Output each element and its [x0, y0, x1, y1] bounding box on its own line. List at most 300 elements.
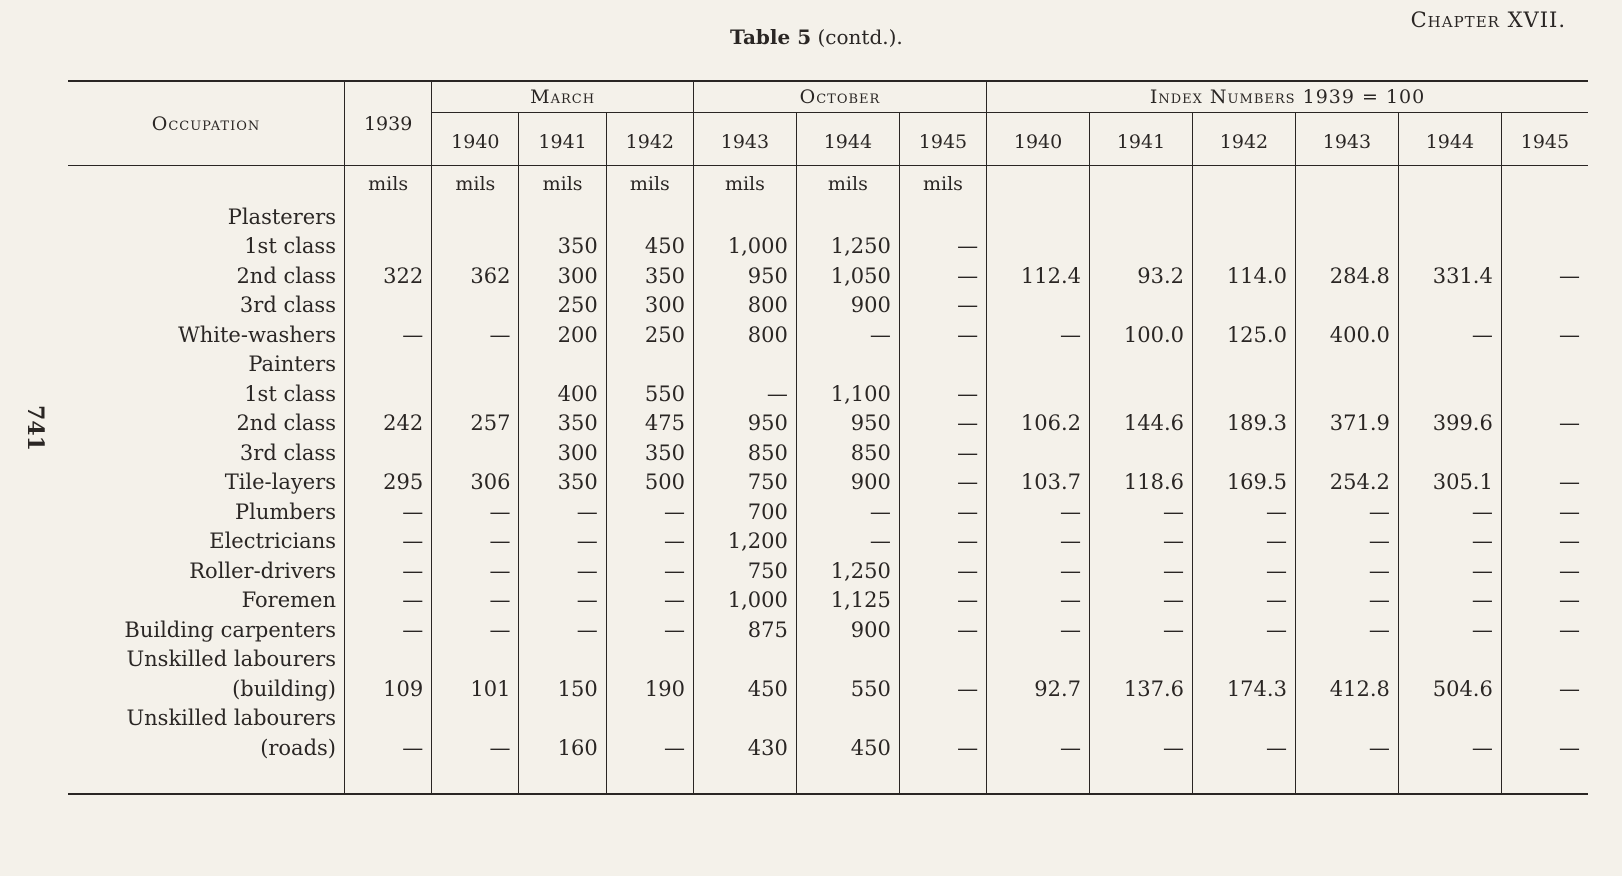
unit-cell: mils: [432, 166, 519, 203]
table-cell: [1501, 232, 1588, 262]
table-cell: [1090, 291, 1193, 321]
table-row: [68, 202, 1588, 232]
unit-cell: mils: [345, 166, 432, 203]
table-cell: [796, 704, 899, 734]
table-cell: —: [432, 615, 519, 645]
table-cell: —: [432, 320, 519, 350]
table-cell: 950: [693, 409, 796, 439]
table-cell: 174.3: [1192, 674, 1295, 704]
table-cell: —: [899, 733, 986, 794]
table-cell: [1501, 202, 1588, 232]
index-year-header: 1945: [1501, 113, 1588, 166]
table-cell: 950: [693, 261, 796, 291]
table-cell: 350: [606, 438, 693, 468]
index-numbers-header: Index Numbers 1939 = 100: [987, 81, 1588, 113]
table-cell: —: [1192, 586, 1295, 616]
index-year-header: 1944: [1398, 113, 1501, 166]
table-cell: 1,200: [693, 527, 796, 557]
table-cell: 103.7: [987, 468, 1090, 498]
table-cell: —: [1501, 556, 1588, 586]
table-cell: 190: [606, 674, 693, 704]
table-cell: 112.4: [987, 261, 1090, 291]
table-cell: —: [1090, 556, 1193, 586]
table-cell: —: [519, 556, 606, 586]
occupation-label: Electricians: [209, 529, 336, 554]
table-cell: [519, 350, 606, 380]
chapter-heading: Chapter XVII.: [1410, 8, 1566, 32]
march-year-header: 1942: [606, 113, 693, 166]
table-cell: —: [519, 497, 606, 527]
table-cell: 306: [432, 468, 519, 498]
table-cell: [987, 350, 1090, 380]
table-cell: —: [1501, 497, 1588, 527]
table-row: [68, 615, 1588, 645]
table-cell: 400: [519, 379, 606, 409]
table-cell: —: [1398, 527, 1501, 557]
unit-cell-empty: [1090, 166, 1193, 203]
table-cell: —: [987, 527, 1090, 557]
table-cell: 1,000: [693, 232, 796, 262]
table-cell: 150: [519, 674, 606, 704]
table-cell: —: [1090, 615, 1193, 645]
table-cell: —: [899, 409, 986, 439]
page-number: 741: [21, 405, 48, 451]
table-cell: 850: [693, 438, 796, 468]
table-cell: 300: [519, 261, 606, 291]
table-cell: —: [1501, 674, 1588, 704]
table-cell: 169.5: [1192, 468, 1295, 498]
table-cell: —: [1192, 733, 1295, 794]
table-cell: 875: [693, 615, 796, 645]
occupation-label: Foremen: [241, 588, 336, 613]
table-row: [68, 674, 1588, 704]
table-cell: —: [1398, 615, 1501, 645]
table-cell: —: [899, 615, 986, 645]
table-cell: [432, 291, 519, 321]
table-cell: [1090, 350, 1193, 380]
table-cell: [693, 202, 796, 232]
table-cell: [1192, 232, 1295, 262]
table-cell: —: [345, 586, 432, 616]
table-cell: [432, 438, 519, 468]
table-row: [68, 438, 1588, 468]
table-cell: 504.6: [1398, 674, 1501, 704]
occupation-label: Unskilled labourers: [126, 647, 336, 672]
occupation-label: (building): [232, 676, 336, 701]
table-cell: —: [987, 497, 1090, 527]
table-cell: [1501, 379, 1588, 409]
table-row: [68, 409, 1588, 439]
occupation-label: Tile-layers: [224, 470, 336, 495]
table-cell: 93.2: [1090, 261, 1193, 291]
table-cell: —: [899, 291, 986, 321]
table-cell: [432, 232, 519, 262]
table-cell: 550: [796, 674, 899, 704]
table-cell: [519, 202, 606, 232]
table-cell: —: [606, 497, 693, 527]
table-cell: [1398, 232, 1501, 262]
occupation-label: Roller-drivers: [189, 558, 336, 583]
table-cell: —: [899, 438, 986, 468]
occupation-header: Occupation: [68, 81, 345, 166]
table-cell: —: [606, 556, 693, 586]
table-cell: 101: [432, 674, 519, 704]
table-cell: —: [899, 497, 986, 527]
table-cell: 900: [796, 468, 899, 498]
table-cell: [899, 645, 986, 675]
occupation-label: 1st class: [244, 381, 336, 406]
table-cell: [1295, 438, 1398, 468]
table-cell: —: [345, 615, 432, 645]
table-row: [68, 232, 1588, 262]
table-cell: —: [345, 497, 432, 527]
table-cell: —: [1398, 497, 1501, 527]
table-row: [68, 261, 1588, 291]
index-year-header: 1943: [1295, 113, 1398, 166]
occupation-label: 1st class: [244, 234, 336, 259]
table-cell: —: [432, 497, 519, 527]
table-cell: —: [432, 733, 519, 794]
table-cell: [987, 704, 1090, 734]
table-cell: [1192, 350, 1295, 380]
march-header: March: [432, 81, 694, 113]
table-cell: 1,125: [796, 586, 899, 616]
table-cell: [345, 704, 432, 734]
unit-cell: mils: [693, 166, 796, 203]
year-1939-header: 1939: [345, 81, 432, 166]
table-cell: 114.0: [1192, 261, 1295, 291]
table-cell: [693, 645, 796, 675]
table-cell: 250: [606, 320, 693, 350]
table-cell: —: [432, 586, 519, 616]
table-cell: 750: [693, 556, 796, 586]
table-cell: [987, 232, 1090, 262]
table-cell: 189.3: [1192, 409, 1295, 439]
table-cell: —: [1295, 586, 1398, 616]
table-row: [68, 645, 1588, 675]
table-cell: —: [899, 320, 986, 350]
table-cell: [1090, 232, 1193, 262]
table-cell: —: [1295, 556, 1398, 586]
table-cell: —: [606, 615, 693, 645]
table-cell: 450: [606, 232, 693, 262]
table-cell: 450: [796, 733, 899, 794]
table-row: [68, 497, 1588, 527]
table-cell: 700: [693, 497, 796, 527]
table-cell: —: [606, 586, 693, 616]
table-cell: [1192, 645, 1295, 675]
occupation-label: Painters: [248, 352, 336, 377]
unit-cell-empty: [1295, 166, 1398, 203]
table-cell: —: [1090, 733, 1193, 794]
table-cell: [432, 202, 519, 232]
table-cell: [1295, 202, 1398, 232]
table-cell: 400.0: [1295, 320, 1398, 350]
table-cell: [1398, 645, 1501, 675]
table-cell: [345, 202, 432, 232]
table-cell: [345, 379, 432, 409]
table-cell: [1295, 232, 1398, 262]
table-cell: —: [1501, 615, 1588, 645]
table-cell: 137.6: [1090, 674, 1193, 704]
table-cell: [1398, 704, 1501, 734]
occupation-label: 2nd class: [236, 411, 336, 436]
table-cell: [345, 350, 432, 380]
table-cell: —: [1501, 733, 1588, 794]
wages-table: [68, 80, 1588, 795]
unit-cell-empty: [987, 166, 1090, 203]
table-title-suffix: (contd.).: [811, 25, 903, 49]
table-cell: 800: [693, 291, 796, 321]
table-cell: —: [987, 586, 1090, 616]
table-row: [68, 704, 1588, 734]
table-cell: [345, 291, 432, 321]
table-cell: [899, 350, 986, 380]
table-number: Table 5: [730, 25, 812, 49]
table-cell: [1501, 438, 1588, 468]
table-cell: [1090, 704, 1193, 734]
table-cell: —: [1295, 497, 1398, 527]
occupation-label: (roads): [68, 733, 345, 794]
table-cell: 118.6: [1090, 468, 1193, 498]
table-cell: —: [1501, 527, 1588, 557]
table-cell: [345, 232, 432, 262]
table-cell: 300: [519, 438, 606, 468]
occupation-label: 3rd class: [239, 440, 336, 465]
table-cell: 350: [519, 232, 606, 262]
unit-cell-empty: [1398, 166, 1501, 203]
table-cell: —: [345, 733, 432, 794]
table-cell: —: [345, 320, 432, 350]
table-cell: —: [519, 527, 606, 557]
table-cell: [1192, 438, 1295, 468]
october-year-header: 1944: [796, 113, 899, 166]
table-cell: 1,100: [796, 379, 899, 409]
table-cell: [1090, 438, 1193, 468]
table-cell: —: [1192, 497, 1295, 527]
table-cell: 475: [606, 409, 693, 439]
table-cell: [432, 379, 519, 409]
table-cell: 430: [693, 733, 796, 794]
table-cell: [432, 704, 519, 734]
table-cell: [1192, 291, 1295, 321]
table-row: [68, 320, 1588, 350]
table-cell: [606, 645, 693, 675]
index-year-header: 1941: [1090, 113, 1193, 166]
occupation-label: Unskilled labourers: [126, 706, 336, 731]
table-cell: [1398, 350, 1501, 380]
table-cell: —: [899, 586, 986, 616]
table-cell: —: [796, 320, 899, 350]
unit-cell: mils: [606, 166, 693, 203]
table-cell: —: [345, 527, 432, 557]
table-cell: —: [1295, 733, 1398, 794]
table-cell: —: [899, 556, 986, 586]
table-cell: [345, 438, 432, 468]
table-cell: [432, 645, 519, 675]
table-cell: —: [899, 674, 986, 704]
table-cell: [432, 350, 519, 380]
table-cell: [693, 704, 796, 734]
table-title: [730, 25, 903, 49]
occupation-label: Plumbers: [235, 499, 336, 524]
table-cell: —: [1398, 320, 1501, 350]
table-cell: [1295, 379, 1398, 409]
table-cell: [519, 645, 606, 675]
table-cell: [796, 202, 899, 232]
table-cell: 257: [432, 409, 519, 439]
table-cell: [1090, 202, 1193, 232]
table-cell: [1192, 704, 1295, 734]
table-cell: —: [1192, 527, 1295, 557]
table-cell: —: [1501, 409, 1588, 439]
unit-cell: mils: [519, 166, 606, 203]
table-cell: 550: [606, 379, 693, 409]
table-cell: 242: [345, 409, 432, 439]
table-row: [68, 556, 1588, 586]
march-year-header: 1941: [519, 113, 606, 166]
table-cell: —: [899, 468, 986, 498]
table-cell: [1295, 704, 1398, 734]
unit-cell-empty: [1192, 166, 1295, 203]
table-cell: 100.0: [1090, 320, 1193, 350]
table-cell: —: [987, 733, 1090, 794]
table-cell: 250: [519, 291, 606, 321]
table-cell: 950: [796, 409, 899, 439]
table-cell: —: [1192, 556, 1295, 586]
table-cell: 362: [432, 261, 519, 291]
table-cell: [1398, 438, 1501, 468]
table-cell: 92.7: [987, 674, 1090, 704]
table-cell: —: [987, 556, 1090, 586]
table-cell: —: [1398, 733, 1501, 794]
table-cell: [606, 704, 693, 734]
table-cell: —: [1398, 586, 1501, 616]
table-cell: 305.1: [1398, 468, 1501, 498]
table-cell: [1398, 202, 1501, 232]
table-cell: 160: [519, 733, 606, 794]
table-cell: [693, 350, 796, 380]
october-year-header: 1943: [693, 113, 796, 166]
table-cell: —: [987, 320, 1090, 350]
october-year-header: 1945: [899, 113, 986, 166]
table-cell: [899, 202, 986, 232]
table-cell: [1295, 350, 1398, 380]
table-cell: 412.8: [1295, 674, 1398, 704]
table-cell: —: [519, 586, 606, 616]
table-cell: 900: [796, 615, 899, 645]
table-cell: 1,250: [796, 556, 899, 586]
table-cell: 125.0: [1192, 320, 1295, 350]
table-cell: —: [1501, 320, 1588, 350]
table-cell: —: [1090, 497, 1193, 527]
table-cell: —: [796, 527, 899, 557]
occupation-label: Plasterers: [227, 204, 336, 229]
occupation-label: 3rd class: [239, 293, 336, 318]
table-cell: [1295, 645, 1398, 675]
table-cell: [987, 291, 1090, 321]
table-cell: —: [899, 232, 986, 262]
table-cell: [606, 350, 693, 380]
index-year-header: 1940: [987, 113, 1090, 166]
table-row: [68, 733, 1588, 794]
table-cell: 900: [796, 291, 899, 321]
table-row: [68, 527, 1588, 557]
table-cell: 450: [693, 674, 796, 704]
table-cell: [987, 438, 1090, 468]
table-cell: —: [1398, 556, 1501, 586]
occupation-label: White-washers: [178, 322, 336, 347]
table-cell: [606, 202, 693, 232]
table-cell: 322: [345, 261, 432, 291]
table-cell: —: [1501, 586, 1588, 616]
table-cell: [796, 350, 899, 380]
table-row: [68, 350, 1588, 380]
table-cell: —: [606, 733, 693, 794]
occupation-label: 2nd class: [236, 263, 336, 288]
table-cell: —: [1295, 527, 1398, 557]
table-cell: —: [345, 556, 432, 586]
table-row: [68, 291, 1588, 321]
table-cell: —: [899, 261, 986, 291]
table-cell: [345, 645, 432, 675]
table-cell: [1192, 379, 1295, 409]
table-cell: 284.8: [1295, 261, 1398, 291]
unit-cell: mils: [899, 166, 986, 203]
table-cell: 331.4: [1398, 261, 1501, 291]
table-cell: 1,250: [796, 232, 899, 262]
table-cell: —: [796, 497, 899, 527]
table-cell: —: [693, 379, 796, 409]
table-cell: [987, 645, 1090, 675]
table-cell: [1398, 379, 1501, 409]
table-cell: —: [899, 379, 986, 409]
table-cell: —: [1090, 527, 1193, 557]
table-cell: 254.2: [1295, 468, 1398, 498]
table-cell: 106.2: [987, 409, 1090, 439]
table-cell: —: [606, 527, 693, 557]
table-cell: [796, 645, 899, 675]
table-cell: 350: [519, 409, 606, 439]
table-cell: 350: [606, 261, 693, 291]
table-cell: 399.6: [1398, 409, 1501, 439]
table-cell: 200: [519, 320, 606, 350]
table-cell: 144.6: [1090, 409, 1193, 439]
table-cell: [519, 704, 606, 734]
table-cell: [987, 379, 1090, 409]
table-cell: 500: [606, 468, 693, 498]
table-cell: [899, 704, 986, 734]
table-cell: 850: [796, 438, 899, 468]
table-row: [68, 468, 1588, 498]
table-cell: [1090, 379, 1193, 409]
table-cell: [1501, 704, 1588, 734]
table-cell: 800: [693, 320, 796, 350]
table-cell: —: [1090, 586, 1193, 616]
table-cell: 1,000: [693, 586, 796, 616]
table-cell: 750: [693, 468, 796, 498]
table-cell: —: [1501, 468, 1588, 498]
table-cell: —: [987, 615, 1090, 645]
table-cell: —: [1192, 615, 1295, 645]
table-cell: 350: [519, 468, 606, 498]
index-year-header: 1942: [1192, 113, 1295, 166]
table-cell: [1398, 291, 1501, 321]
table-cell: [1192, 202, 1295, 232]
table-cell: [1501, 291, 1588, 321]
unit-cell-empty: [1501, 166, 1588, 203]
units-label-cell: [68, 166, 345, 203]
